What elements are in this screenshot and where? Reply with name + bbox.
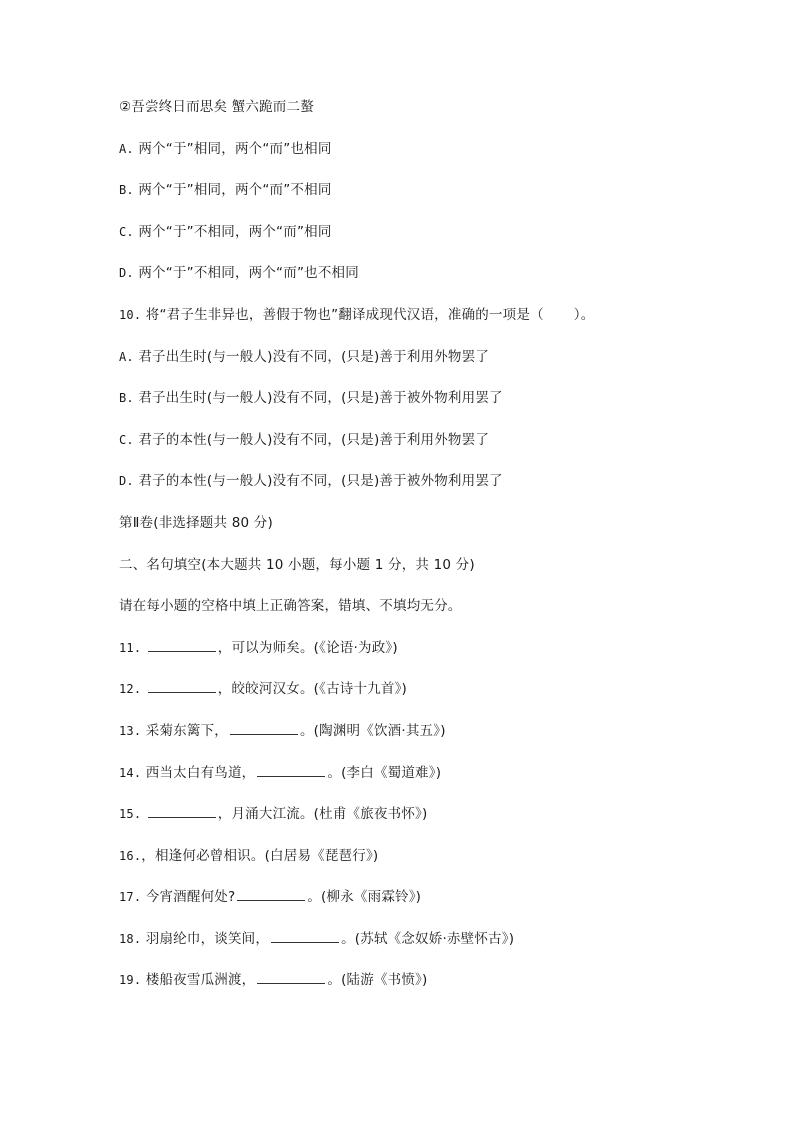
question-before: ，相逢何必曾相识。(白居易《琵琶行》) [141,847,379,864]
question-after: ，皎皎河汉女。(《古诗十九首》) [217,681,408,698]
question-12 [119,678,719,720]
question-number: 19. [119,973,142,988]
question-after: 。(柳永《雨霖铃》) [307,889,422,906]
question-number: 18. [119,931,142,946]
q9-option-c [119,221,719,263]
answer-blank[interactable] [257,969,325,984]
option-letter: B. [119,183,134,198]
question-number: 13. [119,723,142,738]
q10-stem [119,304,719,346]
question-before: 西当太白有鸟道， [145,764,256,781]
question-before: 今宵酒醒何处? [145,889,236,906]
q9-sentence-pair [119,96,719,138]
answer-blank[interactable] [148,637,216,652]
question-14 [119,762,719,804]
option-letter: A. [119,141,134,156]
question-16 [119,845,719,887]
question-before: 羽扇纶巾，谈笑间， [145,930,270,947]
question-number: 15. [119,807,142,822]
question-after: 。(苏轼《念奴娇·赤壁怀古》) [341,930,515,947]
section-2-title: 二、名句填空(本大题共 10 小题，每小题 1 分，共 10 分) [119,556,475,573]
option-text: 君子的本性(与一般人)没有不同，(只是)善于被外物利用罢了 [138,473,503,490]
question-before: 楼船夜雪瓜洲渡， [145,972,256,989]
option-letter: B. [119,391,134,406]
option-letter: D. [119,266,134,281]
option-text: 两个“于”相同，两个“而”不相同 [138,182,332,199]
volume-2-heading [119,512,719,554]
q9-sentence-text: ②吾尝终日而思矣 蟹六跪而二螯 [119,99,314,115]
exam-page [119,96,719,1011]
answer-blank[interactable] [148,678,216,693]
q10-option-c [119,429,719,471]
q10-stem-before: 将“君子生非异也，善假于物也”翻译成现代汉语，准确的一项是（ [145,306,544,323]
question-18 [119,928,719,970]
question-number: 12. [119,682,142,697]
question-15 [119,803,719,845]
q10-option-a [119,346,719,388]
answer-blank[interactable] [230,720,298,735]
q9-option-d [119,262,719,304]
option-letter: C. [119,432,134,447]
q10-stem-after: ）。 [573,306,595,323]
answer-blank[interactable] [257,762,325,777]
question-11 [119,637,719,679]
question-19 [119,969,719,1011]
question-number: 14. [119,765,142,780]
option-text: 两个“于”相同，两个“而”也相同 [138,140,332,157]
volume-2-title: 第Ⅱ卷(非选择题共 80 分) [119,514,273,531]
q10-option-d [119,470,719,512]
option-letter: A. [119,349,134,364]
question-after: 。(陆游《书愤》) [327,972,428,989]
option-text: 两个“于”不相同，两个“而”相同 [138,223,332,240]
question-before: 采菊东篱下， [145,722,228,739]
question-after: 。(陶渊明《饮酒·其五》) [299,722,446,739]
option-text: 君子出生时(与一般人)没有不同，(只是)善于利用外物罢了 [138,348,490,365]
instruction-text: 请在每小题的空格中填上正确答案，错填、不填均无分。 [119,598,462,615]
section-2-instruction [119,595,719,637]
question-after: 。(李白《蜀道难》) [327,764,442,781]
question-number: 11. [119,640,142,655]
q10-option-b [119,387,719,429]
question-13 [119,720,719,762]
question-number: 16. [119,848,142,863]
option-text: 君子出生时(与一般人)没有不同，(只是)善于被外物利用罢了 [138,390,503,407]
option-text: 两个“于”不相同，两个“而”也不相同 [138,265,359,282]
question-17 [119,886,719,928]
question-number: 10. [119,307,142,322]
q9-option-a [119,138,719,180]
answer-blank[interactable] [271,928,339,943]
option-text: 君子的本性(与一般人)没有不同，(只是)善于利用外物罢了 [138,431,490,448]
option-letter: D. [119,474,134,489]
q9-option-b [119,179,719,221]
question-after: ，可以为师矣。(《论语·为政》) [217,639,398,656]
question-number: 17. [119,890,142,905]
answer-blank[interactable] [237,886,305,901]
answer-blank[interactable] [148,803,216,818]
section-2-heading [119,554,719,596]
question-after: ，月涌大江流。(杜甫《旅夜书怀》) [217,806,428,823]
option-letter: C. [119,224,134,239]
